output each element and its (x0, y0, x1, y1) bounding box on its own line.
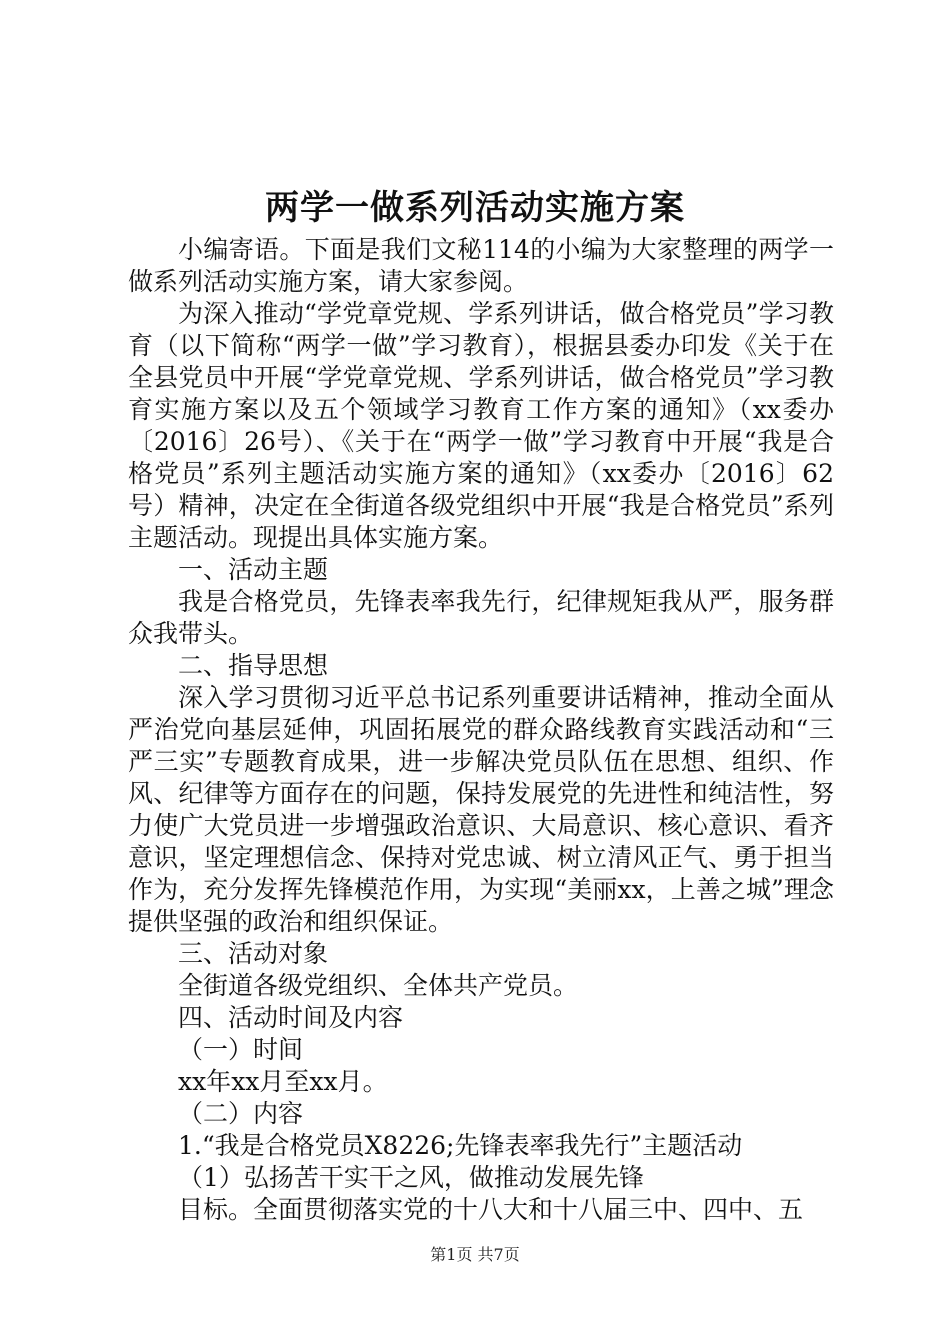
item-sub-1: （1）弘扬苦干实干之风，做推动发展先锋 (178, 1163, 644, 1192)
paragraph-time: xx年xx月至xx月。 (178, 1067, 388, 1096)
page-footer: 第1页 共7页 (430, 1245, 520, 1264)
paragraph-goal: 目标。全面贯彻落实党的十八大和十八届三中、四中、五 (178, 1195, 804, 1224)
paragraph-purpose: 为深入推动“学党章党规、学系列讲话，做合格党员”学习教育（以下简称“两学一做”学习教育），根据县委办印发《关于在全县党员中开展“学党章党规、学系列讲话，做合格党员”学习教育实施方案以及五个领域学习教育工作方案的通知》（xx委办〔2016〕26号）、《关于在“两学一做”学习教育中开展“我是合格党员”系列主题活动实施方案的通知》（xx委办〔2016〕62号）精神，决定在全街道各级党组织中开展“我是合格党员”系列主题活动。现提出具体实施方案。 (128, 299, 834, 552)
heading-time-content: 四、活动时间及内容 (178, 1003, 404, 1032)
subheading-content: （二）内容 (178, 1099, 304, 1128)
paragraph-guiding-thought: 深入学习贯彻习近平总书记系列重要讲话精神，推动全面从严治党向基层延伸，巩固拓展党的群众路线教育实践活动和“三严三实”专题教育成果，进一步解决党员队伍在思想、组织、作风、纪律等方面存在的问题，保持发展党的先进性和纯洁性，努力使广大党员进一步增强政治意识、大局意识、核心意识、看齐意识，坚定理想信念、保持对党忠诚、树立清风正气、勇于担当作为，充分发挥先锋模范作用，为实现“美丽xx，上善之城”理念提供坚强的政治和组织保证。 (128, 683, 834, 936)
paragraph-intro: 小编寄语。下面是我们文秘114的小编为大家整理的两学一做系列活动实施方案，请大家参阅。 (128, 235, 834, 296)
document-title: 两学一做系列活动实施方案 (265, 188, 685, 228)
item-activity-1: 1.“我是合格党员X8226;先锋表率我先行”主题活动 (178, 1131, 743, 1160)
paragraph-target: 全街道各级党组织、全体共产党员。 (178, 971, 579, 1000)
document-body (128, 234, 834, 1226)
heading-activity-target: 三、活动对象 (178, 939, 329, 968)
heading-activity-theme: 一、活动主题 (178, 555, 329, 584)
heading-guiding-thought: 二、指导思想 (178, 651, 329, 680)
paragraph-theme: 我是合格党员，先锋表率我先行，纪律规矩我从严，服务群众我带头。 (128, 587, 834, 648)
subheading-time: （一）时间 (178, 1035, 304, 1064)
